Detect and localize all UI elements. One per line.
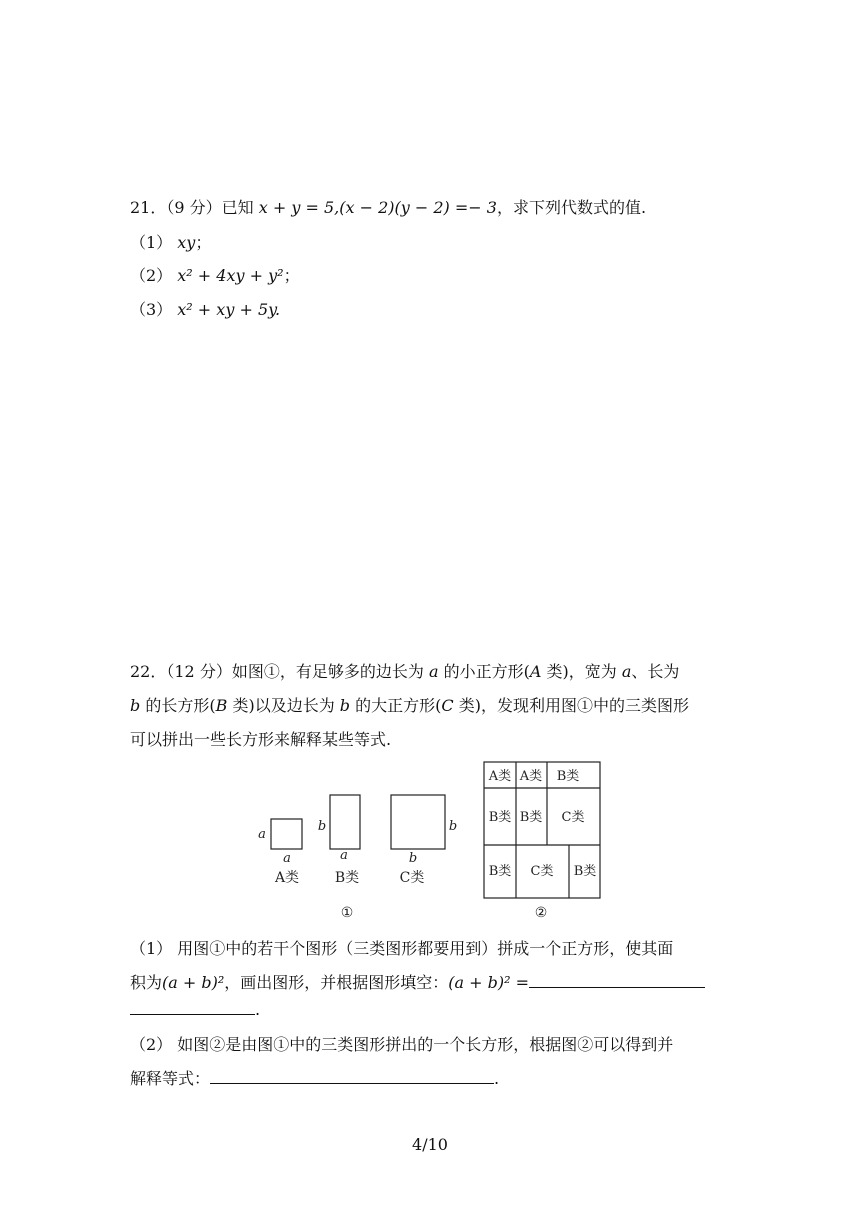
q21-part1-expr: xy	[177, 233, 196, 252]
q22-p1-line2	[130, 970, 705, 993]
fig2-cell-5: B类	[519, 810, 543, 825]
q21-number: 21．	[130, 198, 167, 217]
fig1-a-square	[271, 819, 302, 849]
q22-line2-b: 类)以及边长为	[227, 696, 335, 715]
q21-stem-text: 已知	[221, 198, 254, 217]
q22-p1-end: .	[255, 1000, 261, 1019]
fig1-label-a-b-bottom: a	[340, 848, 348, 863]
q22-line1-a: 如图①，有足够多的边长为	[231, 662, 424, 681]
q22-p1-expr: (a + b)²	[162, 973, 225, 992]
q21-part2-expr: x² + 4xy + y²	[177, 266, 284, 285]
q22-number: 22．	[130, 662, 167, 681]
fig1-label-a-left: a	[258, 827, 266, 842]
q22-p1-label: （1）	[130, 939, 173, 958]
q22-c-class: C	[441, 696, 454, 715]
fig1-label-a-bottom: a	[283, 851, 291, 866]
q22-score: （12 分）	[166, 662, 232, 681]
q21-condition: x + y = 5,(x − 2)(y − 2) =− 3	[258, 198, 497, 217]
fig2-cell-7: B类	[488, 864, 512, 879]
q22-var-a-2: a	[621, 662, 632, 681]
fig1-caption-b: B类	[334, 870, 360, 886]
q22-line1-d: 、长为	[631, 662, 680, 681]
page-number: 4/10	[412, 1135, 448, 1154]
fig1-b-rect	[330, 795, 360, 849]
fig2-number: ②	[534, 905, 548, 921]
fig2-cell-6: C类	[561, 810, 585, 825]
q22-p1-text-a: 用图①中的若干个图形（三类图形都要用到）拼成一个正方形，使其面	[177, 939, 674, 958]
q22-p2-answer-blank[interactable]	[210, 1069, 494, 1084]
fig2-cell-3: B类	[556, 769, 580, 784]
q22-p1-text-b2: ，画出图形，并根据图形填空：	[224, 973, 449, 992]
q22-line2-d: 类)，发现利用图①中的三类图形	[453, 696, 689, 715]
q22-a-class: A	[529, 662, 542, 681]
fig1-label-b-left: b	[317, 819, 327, 834]
q22-line2-a: 的长方形(	[145, 696, 216, 715]
q22-var-b: b	[130, 696, 141, 715]
q21-part3-label: （3）	[130, 300, 173, 319]
fig2-cell-8: C类	[530, 864, 554, 879]
fig1-caption-a: A类	[274, 870, 300, 886]
q22-p2-text-a: 如图②是由图①中的三类图形拼出的一个长方形，根据图②可以得到并	[177, 1035, 674, 1054]
fig1-label-b-right: b	[448, 819, 458, 834]
q22-line2-c: 的大正方形(	[355, 696, 442, 715]
q22-line1-b: 的小正方形(	[443, 662, 530, 681]
q22-p1-line1	[130, 936, 673, 959]
q22-line3: 可以拼出一些长方形来解释某些等式.	[130, 730, 392, 749]
q22-p2-text-b: 解释等式：	[130, 1069, 211, 1088]
q21-part1-label: （1）	[130, 233, 173, 252]
q22-p2-line1	[130, 1032, 673, 1055]
fig1-c-square	[391, 795, 445, 849]
q22-p1-line3	[130, 1000, 260, 1019]
q21-part2-label: （2）	[130, 266, 173, 285]
q21-ask: ，求下列代数式的值.	[496, 198, 647, 217]
fig2-cell-2: A类	[519, 769, 543, 784]
q21-part2-end: ；	[283, 266, 300, 285]
fig1-number: ①	[340, 905, 354, 921]
q22-b-class: B	[215, 696, 228, 715]
q21-part1-end: ；	[195, 233, 212, 252]
fig2-cell-9: B类	[573, 864, 597, 879]
q22-p2-end: .	[494, 1069, 500, 1088]
q22-p2-label: （2）	[130, 1035, 173, 1054]
q22-p2-line2	[130, 1066, 499, 1089]
q22-p1-expr2: (a + b)² =	[448, 973, 530, 992]
fig1-caption-c: C类	[399, 870, 425, 886]
fig2-cell-4: B类	[488, 810, 512, 825]
q22-p1-answer-blank-2[interactable]	[130, 1000, 255, 1015]
q22-var-b-2: b	[339, 696, 351, 715]
q21-score: （9 分）	[166, 198, 222, 217]
fig2-cell-1: A类	[488, 769, 512, 784]
q21-part3-expr: x² + xy + 5y.	[177, 300, 281, 319]
fig1-label-b-bottom: b	[408, 851, 418, 866]
q22-p1-answer-blank-1[interactable]	[529, 973, 705, 988]
q22-p1-text-b1: 积为	[130, 973, 163, 992]
q22-var-a: a	[428, 662, 439, 681]
q22-line1-c: 类)，宽为	[541, 662, 617, 681]
